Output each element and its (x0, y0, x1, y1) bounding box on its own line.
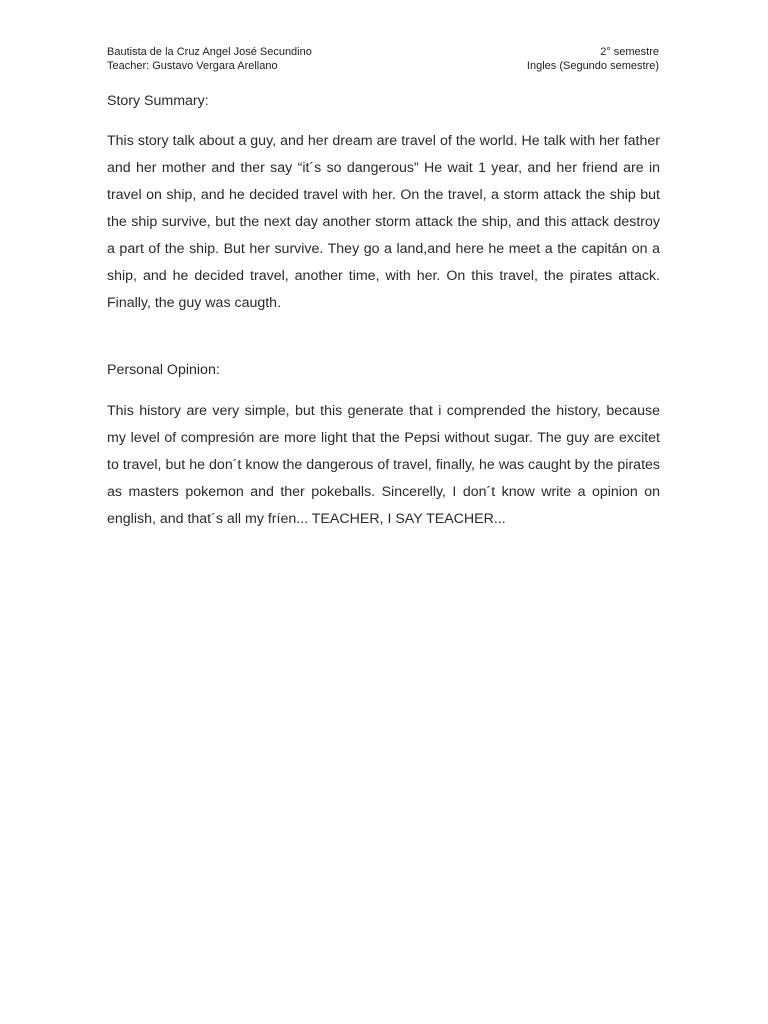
document-body (107, 92, 660, 533)
semester-label: 2° semestre (600, 46, 659, 58)
story-summary-paragraph: This story talk about a guy, and her dream are travel of the world. He talk with her father and her mother and ther say “it´s so dangerous” He wait 1 year, and her friend are in travel on ship, and he decided travel with her. On the travel, a storm attack the ship but the ship survive, but the next day another storm attack the ship, and this attack destroy a part of the ship. But her survive. They go a land,and here he meet a the capitán on a ship, and he decided travel, another time, with her. On this travel, the pirates attack. Finally, the guy was caugth. (107, 133, 660, 311)
personal-opinion-heading: Personal Opinion: (107, 362, 220, 378)
story-summary-heading: Story Summary: (107, 93, 209, 109)
header-right-block (527, 45, 659, 73)
personal-opinion-paragraph: This history are very simple, but this generate that i comprended the history, because my level of compresión are more light that the Pepsi without sugar. The guy are excitet to travel, but he don´t know the dangerous of travel, finally, he was caught by the pirates as masters pokemon and ther pokeballs. Sincerelly, I don´t know write a opinion on english, and that´s all my fríen... TEACHER, I SAY TEACHER... (107, 403, 660, 527)
teacher-name: Teacher: Gustavo Vergara Arellano (107, 60, 278, 72)
course-label: Ingles (Segundo semestre) (526, 60, 659, 72)
student-name: Bautista de la Cruz Angel José Secundino (107, 46, 312, 58)
header-left-block (107, 45, 312, 73)
